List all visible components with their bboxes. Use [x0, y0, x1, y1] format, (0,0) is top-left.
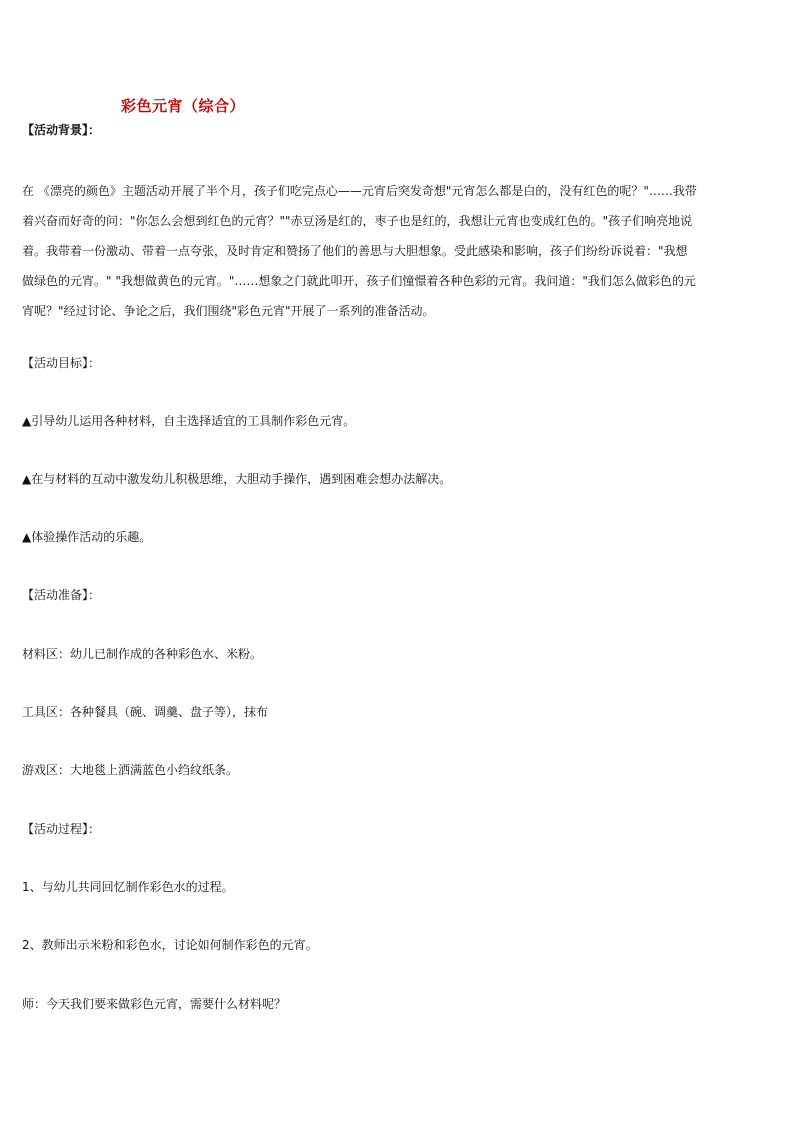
goal-item: ▲引导幼儿运用各种材料，自主选择适宜的工具制作彩色元宵。 [22, 414, 356, 428]
document-title: 彩色元宵（综合） [121, 97, 246, 115]
goal-item: ▲在与材料的互动中激发幼儿积极思维，大胆动手操作，遇到困难会想办法解决。 [22, 472, 452, 486]
background-line: 在 《漂亮的颜色》主题活动开展了半个月，孩子们吃完点心——元宵后突发奇想"元宵怎么都是白的，没有红色的呢？"……我带 [22, 184, 697, 198]
process-step: 2、教师出示米粉和彩色水，讨论如何制作彩色的元宵。 [22, 938, 318, 952]
process-heading: 【活动过程】： [22, 822, 101, 836]
background-paragraph [22, 176, 774, 326]
goal-item: ▲体验操作活动的乐趣。 [22, 530, 152, 544]
prep-item: 工具区：各种餐具（碗、调羹、盘子等），抹布 [22, 705, 269, 719]
background-line: 宵呢？"经过讨论、争论之后，我们围绕"彩色元宵"开展了一系列的准备活动。 [22, 304, 435, 318]
background-heading: 【活动背景】： [22, 123, 101, 137]
goals-heading: 【活动目标】： [22, 356, 101, 370]
background-line: 做绿色的元宵。" "我想做黄色的元宵。"……想象之门就此叩开，孩子们憧憬着各种色彩的元宵。我问道："我们怎么做彩色的元 [22, 274, 696, 288]
process-step: 师：今天我们要来做彩色元宵，需要什么材料呢？ [22, 997, 287, 1011]
background-line: 着。我带着一份激动、带着一点夸张，及时肯定和赞扬了他们的善思与大胆想象。受此感染和影响，孩子们纷纷诉说着："我想 [22, 244, 688, 258]
prep-item: 游戏区：大地毯上洒满蓝色小绉纹纸条。 [22, 763, 239, 777]
background-line: 着兴奋而好奇的问："你怎么会想到红色的元宵？""赤豆汤是红的，枣子也是红的，我想让元宵也变成红色的。"孩子们响亮地说 [22, 214, 693, 228]
process-step: 1、与幼儿共同回忆制作彩色水的过程。 [22, 880, 234, 894]
prep-heading: 【活动准备】： [22, 588, 101, 602]
prep-item: 材料区：幼儿已制作成的各种彩色水、米粉。 [22, 647, 263, 661]
